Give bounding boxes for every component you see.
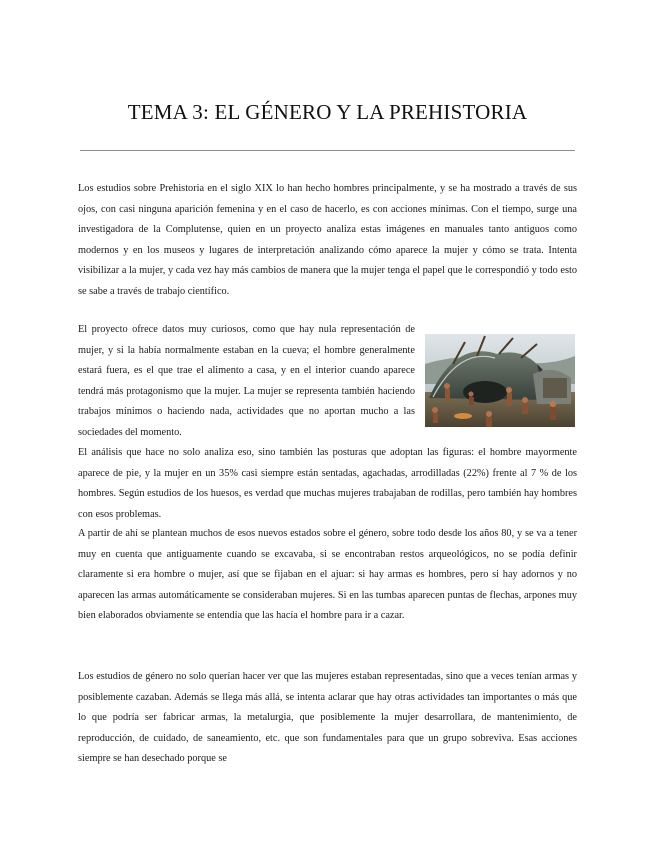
camp-scene-image bbox=[425, 334, 575, 427]
title-divider bbox=[80, 150, 575, 151]
paragraph-3: El análisis que hace no solo analiza eso, sino también las posturas que adoptan las figuras: el hombre mayormente aparece de pie, y la mujer en un 35% casi siempre están sentadas, agachadas, arrodilladas (22%) frente al 7 % de los hombres. Según estudios de los huesos, es verdad que muchas mujeres trabajaban de rodillas, pero también hay hombres con esos problemas. bbox=[78, 447, 577, 520]
paragraph-4: A partir de ahí se plantean muchos de esos nuevos estados sobre el género, sobre todo desde los años 80, y se va a tener muy en cuenta que antiguamente cuando se excavaba, si se encontraban restos arqueológicos, no se podía definir claramente si era hombre o mujer, así que se fijaban en el ajuar: si hay armas es hombres, pero si hay adornos y no aparecen las armas automáticamente se consideraban mujeres. Si en las tumbas aparecen puntas de flechas, arpones muy bien elaborados obviamente se entendía que las hacía el hombre para ir a cazar. bbox=[78, 528, 577, 622]
paragraph-5: Los estudios de género no solo querían hacer ver que las mujeres estaban representadas, sino que a veces tenían armas y posiblemente cazaban. Además se llega más allá, se intenta aclarar que hay otras actividades tan importantes o más que lo que podría ser fabricar armas, la metalurgia, que posiblemente la mujer desarrollara, de mantenimiento, de reproducción, de cuidado, de saneamiento, etc. que son fundamentales para que un grupo sobreviva. Esas acciones siempre se han desechado porque se bbox=[78, 671, 577, 765]
prehistoric-camp-illustration bbox=[425, 334, 575, 427]
paragraph-1: Los estudios sobre Prehistoria en el siglo XIX lo han hecho hombres principalmente, y se ha mostrado a través de sus ojos, con casi ninguna aparición femenina y en el caso de hacerlo, es con acciones mínimas. Con el tiempo, surge una investigadora de la Complutense, quien en un proyecto analiza estas imágenes en manuales tanto antiguos como modernos y en los museos y lugares de interpretación analizando cómo aparece la mujer y cómo se trata. Intenta visibilizar a la mujer, y cada vez hay más cambios de manera que la mujer tenga el papel que le correspondió y todo esto se sabe a través de trabajo científico. bbox=[78, 183, 577, 297]
paragraph-2: El proyecto ofrece datos muy curiosos, como que hay nula representación de mujer, y si la había normalmente estaban en la cueva; el hombre generalmente estará fuera, es el que trae el alimento a casa, y en el interior cuando aparece tendrá más protagonismo que la mujer. La mujer se representa también haciendo trabajos mínimos o haciendo nada, actividades que no aportan mucho a las sociedades del momento. bbox=[78, 324, 415, 438]
page-title: TEMA 3: EL GÉNERO Y LA PREHISTORIA bbox=[127, 100, 528, 124]
